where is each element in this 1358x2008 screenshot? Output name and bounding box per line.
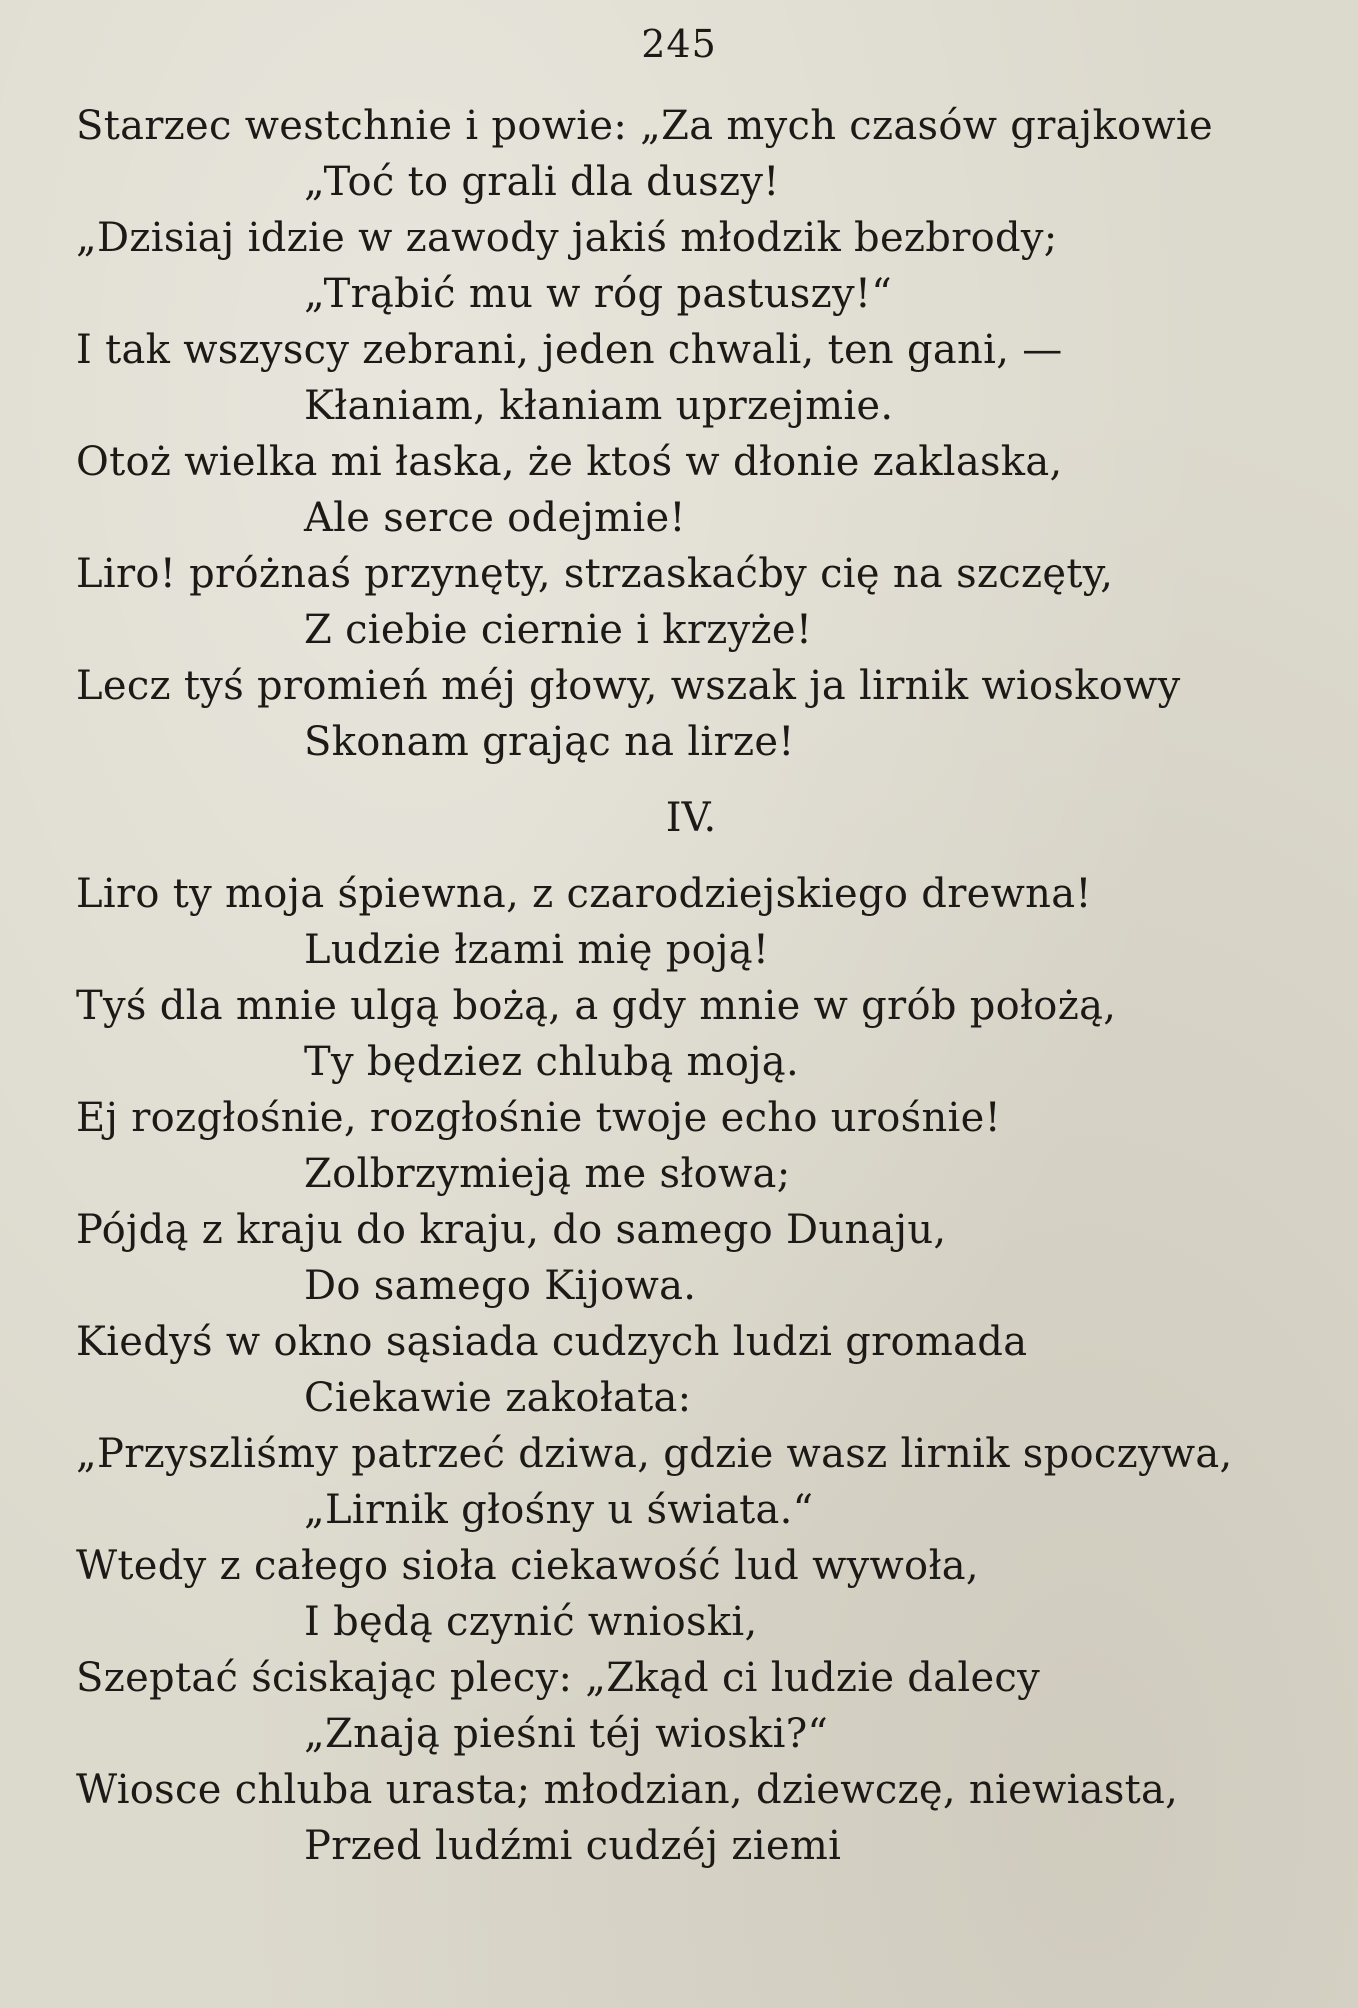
verse-line: Lecz tyś promień méj głowy, wszak ja lirnik wioskowy bbox=[76, 663, 1181, 709]
verse-line: Liro! próżnaś przynęty, strzaskaćby cię na szczęty, bbox=[76, 551, 1114, 597]
verse-line: Ale serce odejmie! bbox=[304, 495, 686, 541]
page-number: 245 bbox=[641, 22, 717, 66]
verse-line: Ej rozgłośnie, rozgłośnie twoje echo urośnie! bbox=[76, 1095, 1001, 1141]
verse-line: Kiedyś w okno sąsiada cudzych ludzi gromada bbox=[76, 1319, 1028, 1365]
stanza-iii-continued bbox=[76, 98, 1286, 770]
verse-line: I będą czynić wnioski, bbox=[304, 1599, 758, 1645]
stanza-iv bbox=[76, 866, 1286, 1874]
verse-line: Z ciebie ciernie i krzyże! bbox=[304, 607, 813, 653]
poem-body bbox=[76, 98, 1286, 1874]
verse-line: Starzec westchnie i powie: „Za mych czasów grajkowie bbox=[76, 103, 1213, 149]
verse-line: Przed ludźmi cudzéj ziemi bbox=[304, 1823, 842, 1869]
verse-line: Liro ty moja śpiewna, z czarodziejskiego drewna! bbox=[76, 871, 1092, 917]
verse-line: „Znają pieśni téj wioski?“ bbox=[304, 1711, 829, 1757]
verse-line: „Lirnik głośny u świata.“ bbox=[304, 1487, 814, 1533]
verse-line: I tak wszyscy zebrani, jeden chwali, ten gani, — bbox=[76, 327, 1063, 373]
verse-line: Wiosce chluba urasta; młodzian, dziewczę, niewiasta, bbox=[76, 1767, 1179, 1813]
verse-line: „Przyszliśmy patrzeć dziwa, gdzie wasz lirnik spoczywa, bbox=[76, 1431, 1233, 1477]
verse-line: Kłaniam, kłaniam uprzejmie. bbox=[304, 383, 894, 429]
verse-line: Szeptać ściskając plecy: „Zkąd ci ludzie dalecy bbox=[76, 1655, 1041, 1701]
verse-line: Wtedy z całego sioła ciekawość lud wywoła, bbox=[76, 1543, 979, 1589]
verse-line: Tyś dla mnie ulgą bożą, a gdy mnie w grób położą, bbox=[76, 983, 1117, 1029]
verse-line: Skonam grając na lirze! bbox=[304, 719, 795, 765]
verse-line: Ludzie łzami mię poją! bbox=[304, 927, 770, 973]
verse-line: Ty będziez chlubą moją. bbox=[304, 1039, 799, 1085]
verse-line: „Trąbić mu w róg pastuszy!“ bbox=[304, 271, 892, 317]
verse-line: Otoż wielka mi łaska, że ktoś w dłonie zaklaska, bbox=[76, 439, 1063, 485]
verse-line: Pójdą z kraju do kraju, do samego Dunaju, bbox=[76, 1207, 947, 1253]
verse-line: „Toć to grali dla duszy! bbox=[304, 159, 780, 205]
verse-line: Ciekawie zakołata: bbox=[304, 1375, 692, 1421]
verse-line: „Dzisiaj idzie w zawody jakiś młodzik bezbrody; bbox=[76, 215, 1058, 261]
verse-line: Zolbrzymieją me słowa; bbox=[304, 1151, 791, 1197]
verse-line: Do samego Kijowa. bbox=[304, 1263, 697, 1309]
section-heading: IV. bbox=[665, 795, 717, 841]
